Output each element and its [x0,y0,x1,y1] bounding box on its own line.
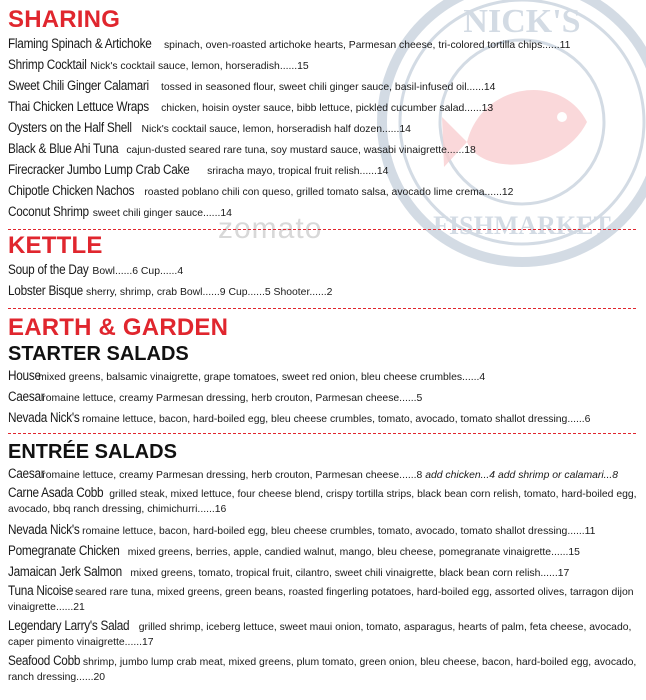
item-name: Sweet Chili Ginger Calamari [8,78,149,93]
item-name: Seafood Cobb [8,653,81,668]
menu-item [8,541,644,562]
menu-item [8,653,644,685]
item-name: Lobster Bisque [8,283,83,298]
menu-item [8,260,636,281]
item-name: Jamaican Jerk Salmon [8,564,122,579]
item-name: Legendary Larry's Salad [8,618,130,633]
item-desc: spinach, oven-roasted artichoke hearts, Parmesan cheese, tri-colored tortilla chips......11 [163,40,571,51]
menu-item [8,520,644,541]
menu-item [8,408,644,429]
item-desc: sherry, shrimp, crab Bowl......9 Cup......5 Shooter......2 [86,287,333,298]
item-desc: romaine lettuce, bacon, hard-boiled egg, bleu cheese crumbles, tomato, avocado, tomato shallot dressing......11 [82,526,596,537]
sharing-list [8,34,636,223]
svg-text:FISHMARKET: FISHMARKET [433,211,611,240]
section-title-earth-garden: EARTH & GARDEN [8,314,229,341]
item-name: Carne Asada Cobb [8,485,104,500]
item-desc: romaine lettuce, bacon, hard-boiled egg, bleu cheese crumbles, tomato, avocado, tomato shallot dressing......6 [82,414,591,425]
item-name: Chipotle Chicken Nachos [8,183,135,198]
item-name: Coconut Shrimp [8,204,89,219]
item-desc: cajun-dusted seared rare tuna, soy mustard sauce, wasabi vinaigrette......18 [126,145,476,156]
svg-text:NICK'S: NICK'S [463,3,581,40]
section-divider [8,229,636,230]
item-name: Firecracker Jumbo Lump Crab Cake [8,162,190,177]
section-title-sharing: SHARING [8,6,121,33]
item-name: Oysters on the Half Shell [8,120,132,135]
menu-item [8,34,636,55]
menu-item [8,366,644,387]
item-addon: add chicken...4 add shrimp or calamari...8 [425,470,619,481]
item-desc: mixed greens, balsamic vinaigrette, grape tomatoes, sweet red onion, bleu cheese crumbles......4 [38,372,486,383]
item-desc: Nick's cocktail sauce, lemon, horseradish half dozen......14 [141,124,411,135]
item-name: Nevada Nick's [8,522,80,537]
section-divider [8,433,636,434]
section-sharing [8,6,636,238]
menu-item [8,281,636,302]
menu-item [8,485,644,517]
item-desc: sriracha mayo, tropical fruit relish......14 [207,166,389,177]
section-divider [8,308,636,309]
item-name: House [8,368,41,383]
menu-item [8,160,636,181]
item-desc: seared rare tuna, mixed greens, green beans, roasted fingerling potatoes, hard-boiled egg, assorted olives, tarragon dijon vinaigrette......21 [8,587,634,613]
item-desc: mixed greens, berries, apple, candied walnut, mango, bleu cheese, pomegranate vinaigrette......15 [127,547,580,558]
item-name: Tuna Nicoise [8,583,74,598]
menu-item [8,583,644,615]
item-name: Thai Chicken Lettuce Wraps [8,99,149,114]
item-name: Caesar [8,389,45,404]
item-desc: Nick's cocktail sauce, lemon, horseradish......15 [90,61,309,72]
item-name: Flaming Spinach & Artichoke [8,36,152,51]
item-desc: romaine lettuce, creamy Parmesan dressing, herb crouton, Parmesan cheese......8 [42,470,423,481]
menu-item [8,139,636,160]
menu-item [8,181,636,202]
item-desc: grilled shrimp, iceberg lettuce, sweet maui onion, tomato, asparagus, hearts of palm, feta cheese, avocado, caper pimento vinaigrette......17 [8,622,632,648]
item-desc: chicken, hoisin oyster sauce, bibb lettuce, pickled cucumber salad......13 [161,103,494,114]
subsection-title-starter-salads: STARTER SALADS [8,343,189,365]
item-name: Soup of the Day [8,262,89,277]
item-desc: grilled steak, mixed lettuce, four cheese blend, crispy tortilla strips, black bean corn relish, tomato, hard-boiled egg, avocado, bbq ranch dressing, chimichurri......16 [8,489,637,515]
menu-item [8,202,636,223]
item-desc: sweet chili ginger sauce......14 [92,208,232,219]
menu-item [8,118,636,139]
item-desc: roasted poblano chili con queso, grilled tomato salsa, avocado lime crema......12 [144,187,514,198]
item-desc: shrimp, jumbo lump crab meat, mixed greens, plum tomato, green onion, bleu cheese, bacon, hard-boiled egg, avocado, ranch dressing......20 [8,657,637,683]
section-kettle [8,232,636,317]
item-desc: romaine lettuce, creamy Parmesan dressing, herb crouton, Parmesan cheese......5 [42,393,423,404]
section-title-kettle: KETTLE [8,232,103,259]
item-name: Black & Blue Ahi Tuna [8,141,119,156]
item-desc: mixed greens, tomato, tropical fruit, cilantro, sweet chili vinaigrette, black bean corn relish......17 [130,568,570,579]
menu-item [8,618,644,650]
menu-item [8,562,644,583]
item-name: Shrimp Cocktail [8,57,87,72]
menu-item [8,97,636,118]
item-desc: Bowl......6 Cup......4 [92,266,184,277]
menu-item [8,387,644,408]
item-name: Caesar [8,466,45,481]
menu-item [8,76,636,97]
item-name: Nevada Nick's [8,410,80,425]
subsection-title-entree-salads: ENTRÉE SALADS [8,441,177,463]
menu-item [8,55,636,76]
zomato-watermark: zomato [218,212,323,245]
section-earth-garden [8,314,644,688]
item-name: Pomegranate Chicken [8,543,120,558]
menu-item [8,464,644,485]
item-desc: tossed in seasoned flour, sweet chili ginger sauce, basil-infused oil......14 [160,82,496,93]
